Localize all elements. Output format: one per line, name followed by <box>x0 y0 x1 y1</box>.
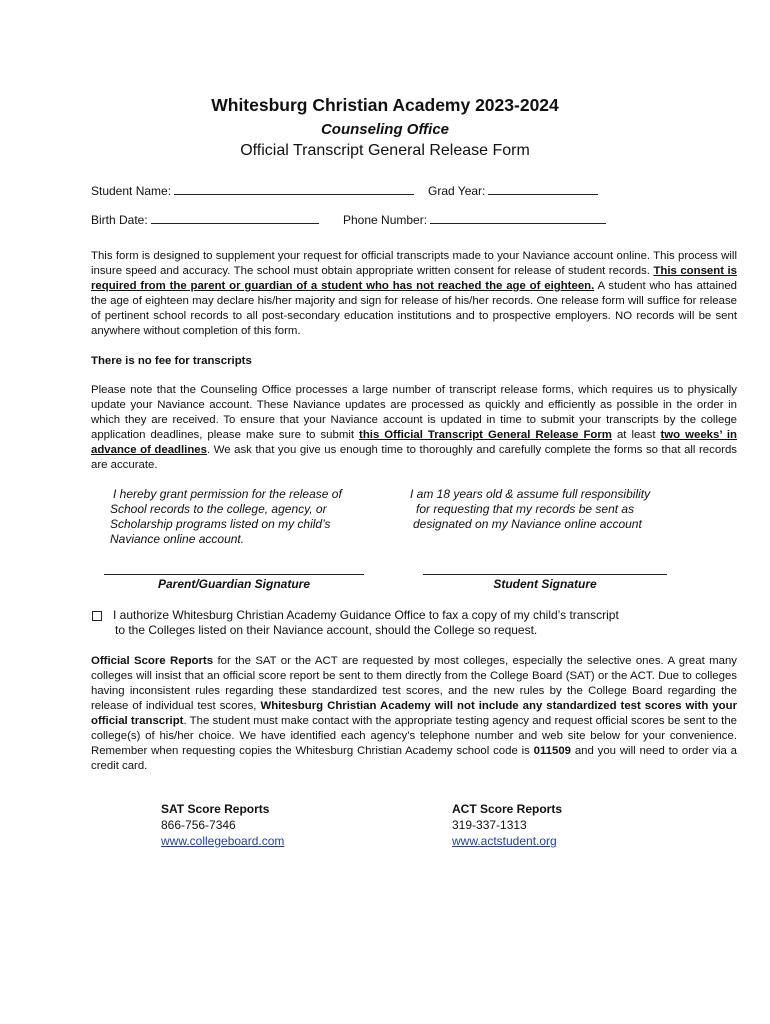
office-subtitle: Counseling Office <box>320 121 450 138</box>
student-name-field[interactable] <box>91 183 414 198</box>
act-phone: 319-337-1313 <box>452 818 527 832</box>
student-permission-text: I am 18 years old & assume full responsibility for requesting that my records be sent as designated on my Naviance online account <box>410 487 651 531</box>
intro-paragraph: This form is designed to supplement your request for official transcripts made to your Naviance account online. This process will insure speed and accuracy. The school must obtain appropriate written consent for release of student records. This consent is required from the parent or guardian of a student who has not reached the age of eighteen. A student who has attained the age of eighteen may declare his/her majority and sign for release of his/her records. One release form will suffice for release of pertinent school records to all post-secondary education institutions and to prospective employers. NO records will be sent anywhere without completion of this form. <box>91 250 738 337</box>
act-title: ACT Score Reports <box>452 802 563 816</box>
act-score-block <box>452 801 562 849</box>
birth-date-label: Birth Date: <box>91 213 148 227</box>
sat-title: SAT Score Reports <box>161 802 270 816</box>
fax-authorization-text: I authorize Whitesburg Christian Academy Guidance Office to fax a copy of my child’s transcript to the Colleges listed on their Naviance account, should the College so request. <box>113 608 619 637</box>
sat-phone: 866-756-7346 <box>161 818 236 832</box>
sat-website-link[interactable]: www.collegeboard.com <box>161 834 285 848</box>
consent-requirement: This consent is required from the parent or guardian of a student who has not reached the age of eighteen. <box>91 265 737 292</box>
note-paragraph: Please note that the Counseling Office processes a large number of transcript release forms, which requires us to physically update your Naviance account. These Naviance updates are processed as quickly and efficiently as possible in the order in which they are received. To ensure that your Naviance account is updated in time to submit your transcripts by the college application deadlines, please make sure to submit this Official Transcript General Release Form at least two weeks’ in advance of deadlines. We ask that you give us enough time to thoroughly and carefully complete the forms so that all records are accurate. <box>91 384 737 471</box>
phone-number-line[interactable] <box>430 212 606 224</box>
grad-year-line[interactable] <box>488 183 598 195</box>
act-website-link[interactable]: www.actstudent.org <box>452 834 557 848</box>
phone-number-label: Phone Number: <box>343 213 428 227</box>
grad-year-field[interactable] <box>428 183 598 198</box>
page-title: Whitesburg Christian Academy 2023-2024 <box>211 95 559 115</box>
birth-date-field[interactable] <box>91 212 319 227</box>
form-name: Official Transcript General Release Form <box>240 142 530 159</box>
student-signature-label: Student Signature <box>493 577 597 591</box>
parent-signature-line[interactable] <box>104 574 364 575</box>
phone-number-field[interactable] <box>343 212 606 227</box>
grad-year-label: Grad Year: <box>428 184 486 198</box>
parent-signature-label: Parent/Guardian Signature <box>157 577 311 591</box>
score-reports-paragraph: Official Score Reports for the SAT or the ACT are requested by most colleges, especially the selective ones. A great many colleges will insist that an official score report be sent to them directly from the College Board (SAT) or the ACT. Due to colleges having inconsistent rules regarding these standardized test scores, and the new rules by the College Board regarding the release of individual test scores, Whitesburg Christian Academy will not include any standardized test scores with your official transcript. The student must make contact with the appropriate testing agency and request official scores be sent to the college(s) of his/her choice. We have identified each agency’s telephone number and web site below for your convenience. Remember when requesting copies the Whitesburg Christian Academy school code is 011509 and you will need to order via a credit card. <box>91 655 737 772</box>
fax-authorization-checkbox[interactable] <box>92 611 102 621</box>
birth-date-line[interactable] <box>151 212 319 224</box>
sat-score-block <box>161 801 284 849</box>
student-name-line[interactable] <box>174 183 414 195</box>
no-fee-heading: There is no fee for transcripts <box>91 355 252 367</box>
student-signature-line[interactable] <box>423 574 667 575</box>
student-name-label: Student Name: <box>91 184 172 198</box>
parent-permission-text: I hereby grant permission for the release of School records to the college, agency, or Scholarship programs listed on my child’s Naviance online account. <box>110 487 342 546</box>
